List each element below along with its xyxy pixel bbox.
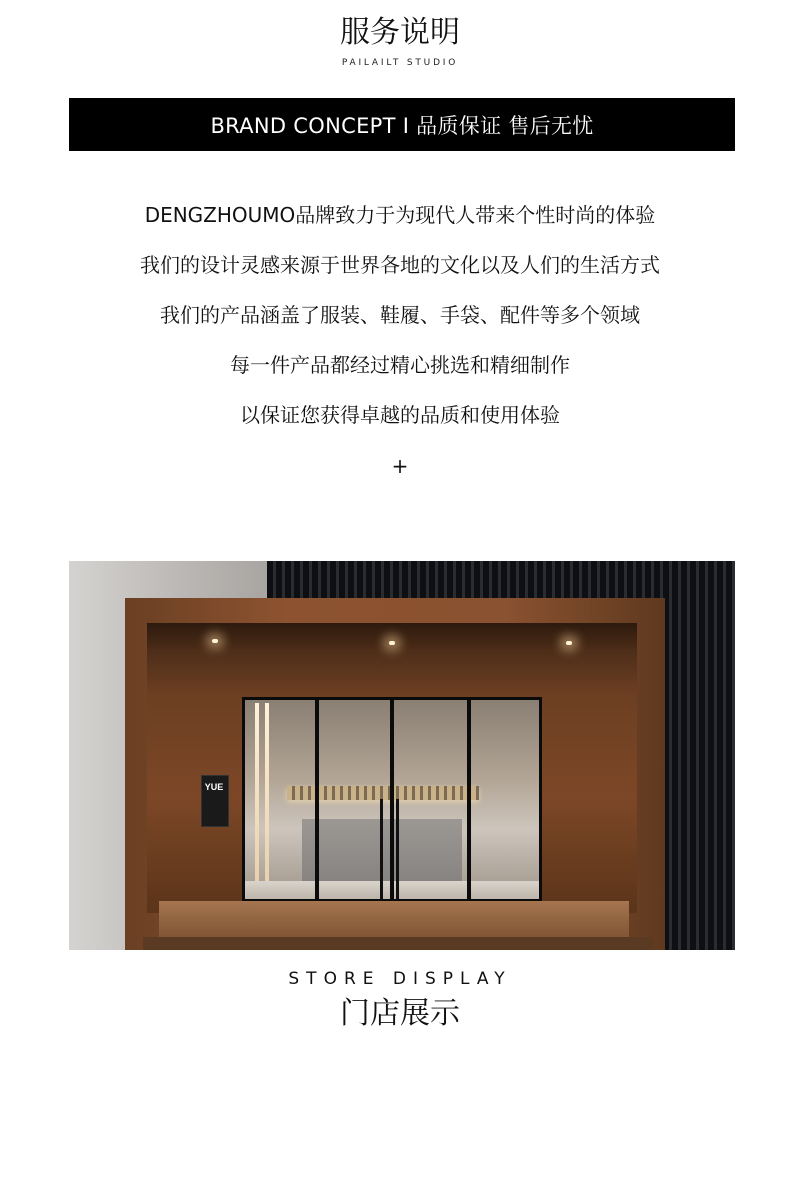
store-display-title: 门店展示 — [340, 996, 460, 1031]
description-line-3: 我们的产品涵盖了服装、鞋履、手袋、配件等多个领域 — [160, 303, 640, 327]
plus-icon: + — [391, 454, 409, 478]
brand-description — [40, 190, 760, 440]
photo-store-sign-text: YUE — [204, 782, 224, 792]
storefront-photo — [69, 561, 735, 950]
description-line-2: 我们的设计灵感来源于世界各地的文化以及人们的生活方式 — [140, 253, 660, 277]
photo-door-mullion — [467, 697, 471, 902]
photo-lamp — [566, 641, 572, 645]
photo-entrance-step — [159, 901, 629, 939]
photo-door-handle — [380, 799, 383, 899]
brand-concept-banner — [69, 98, 735, 151]
page-subtitle: PAILAILT STUDIO — [341, 58, 459, 68]
banner-text: BRAND CONCEPT I 品质保证 售后无忧 — [210, 113, 594, 138]
photo-door-handle — [396, 799, 399, 899]
description-line-5: 以保证您获得卓越的品质和使用体验 — [240, 403, 560, 427]
photo-door-mullion — [390, 697, 394, 902]
photo-door-mullion — [315, 697, 319, 902]
photo-light-strip — [255, 703, 259, 893]
description-line-1: DENGZHOUMO品牌致力于为现代人带来个性时尚的体验 — [144, 203, 656, 227]
page-title: 服务说明 — [340, 15, 460, 50]
photo-light-strip — [265, 703, 269, 893]
photo-ceiling — [147, 623, 637, 649]
photo-step-edge — [143, 937, 653, 950]
store-display-label: STORE DISPLAY — [288, 969, 512, 989]
description-line-4: 每一件产品都经过精心挑选和精细制作 — [230, 353, 570, 377]
photo-lamp — [389, 641, 395, 645]
photo-lamp — [212, 639, 218, 643]
